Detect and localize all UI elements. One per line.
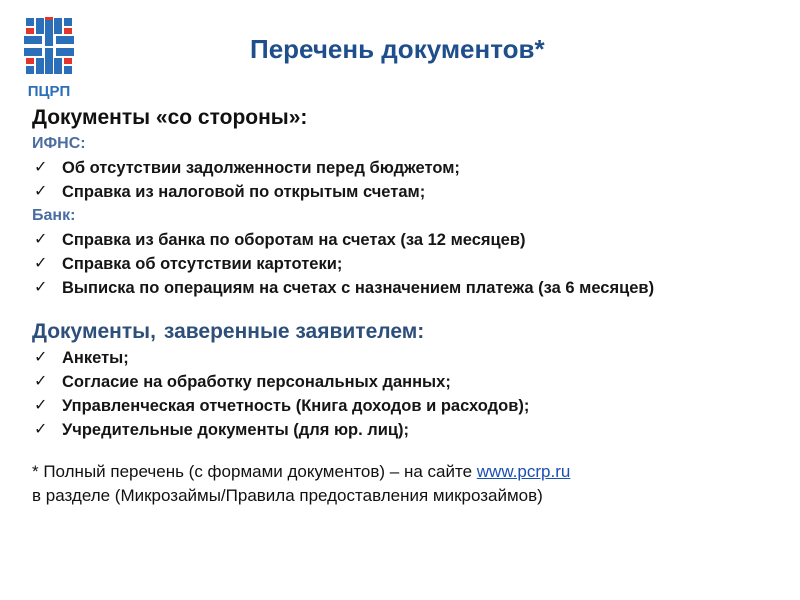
document-body (32, 104, 782, 508)
check-icon: ✓ (34, 349, 48, 366)
check-icon: ✓ (34, 279, 48, 296)
footnote-prefix: * Полный перечень (с формами документов) – на сайте (32, 462, 477, 481)
list-item-text: Согласие на обработку персональных данных; (62, 373, 451, 391)
list-item (32, 394, 782, 418)
list-item-text: Справка из банка по оборотам на счетах (за 12 месяцев) (62, 231, 526, 249)
ifns-list (32, 156, 782, 204)
list-item-text: Справка об отсутствии картотеки; (62, 255, 343, 273)
check-icon: ✓ (34, 231, 48, 248)
check-icon: ✓ (34, 373, 48, 390)
list-item-text: Учредительные документы (для юр. лиц); (62, 421, 410, 439)
certified-list (32, 346, 782, 442)
footnote-suffix: в разделе (Микрозаймы/Правила предоставления микрозаймов) (32, 486, 543, 505)
certified-docs-heading (32, 318, 782, 346)
list-item-text: Об отсутствии задолженности перед бюджетом; (62, 159, 460, 177)
check-icon: ✓ (34, 421, 48, 438)
list-item (32, 346, 782, 370)
list-item (32, 418, 782, 442)
certified-heading-part2: заверенные заявителем: (163, 320, 425, 343)
bank-list (32, 228, 782, 300)
list-item-text: Справка из налоговой по открытым счетам; (62, 183, 426, 201)
pcrp-logo-mark (22, 16, 76, 100)
external-docs-heading: Документы «со стороны»: (32, 106, 308, 129)
bank-label: Банк: (32, 207, 76, 224)
list-item-text: Управленческая отчетность (Книга доходов и расходов); (62, 397, 530, 415)
footnote (32, 460, 782, 508)
check-icon: ✓ (34, 159, 48, 176)
ifns-label: ИФНС: (32, 135, 86, 152)
list-item (32, 228, 782, 252)
check-icon: ✓ (34, 183, 48, 200)
list-item-text: Анкеты; (62, 349, 129, 367)
page-title: Перечень документов* (250, 34, 545, 64)
list-item-text: Выписка по операциям на счетах с назначением платежа (за 6 месяцев) (62, 279, 655, 297)
list-item (32, 276, 782, 300)
check-icon: ✓ (34, 397, 48, 414)
logo-text: ПЦРП (27, 83, 71, 100)
site-link[interactable]: www.pcrp.ru (476, 462, 571, 481)
list-item (32, 370, 782, 394)
list-item (32, 252, 782, 276)
list-item (32, 180, 782, 204)
certified-heading-part1: Документы, (32, 320, 156, 343)
list-item (32, 156, 782, 180)
pcrp-logo (22, 16, 76, 100)
check-icon: ✓ (34, 255, 48, 272)
